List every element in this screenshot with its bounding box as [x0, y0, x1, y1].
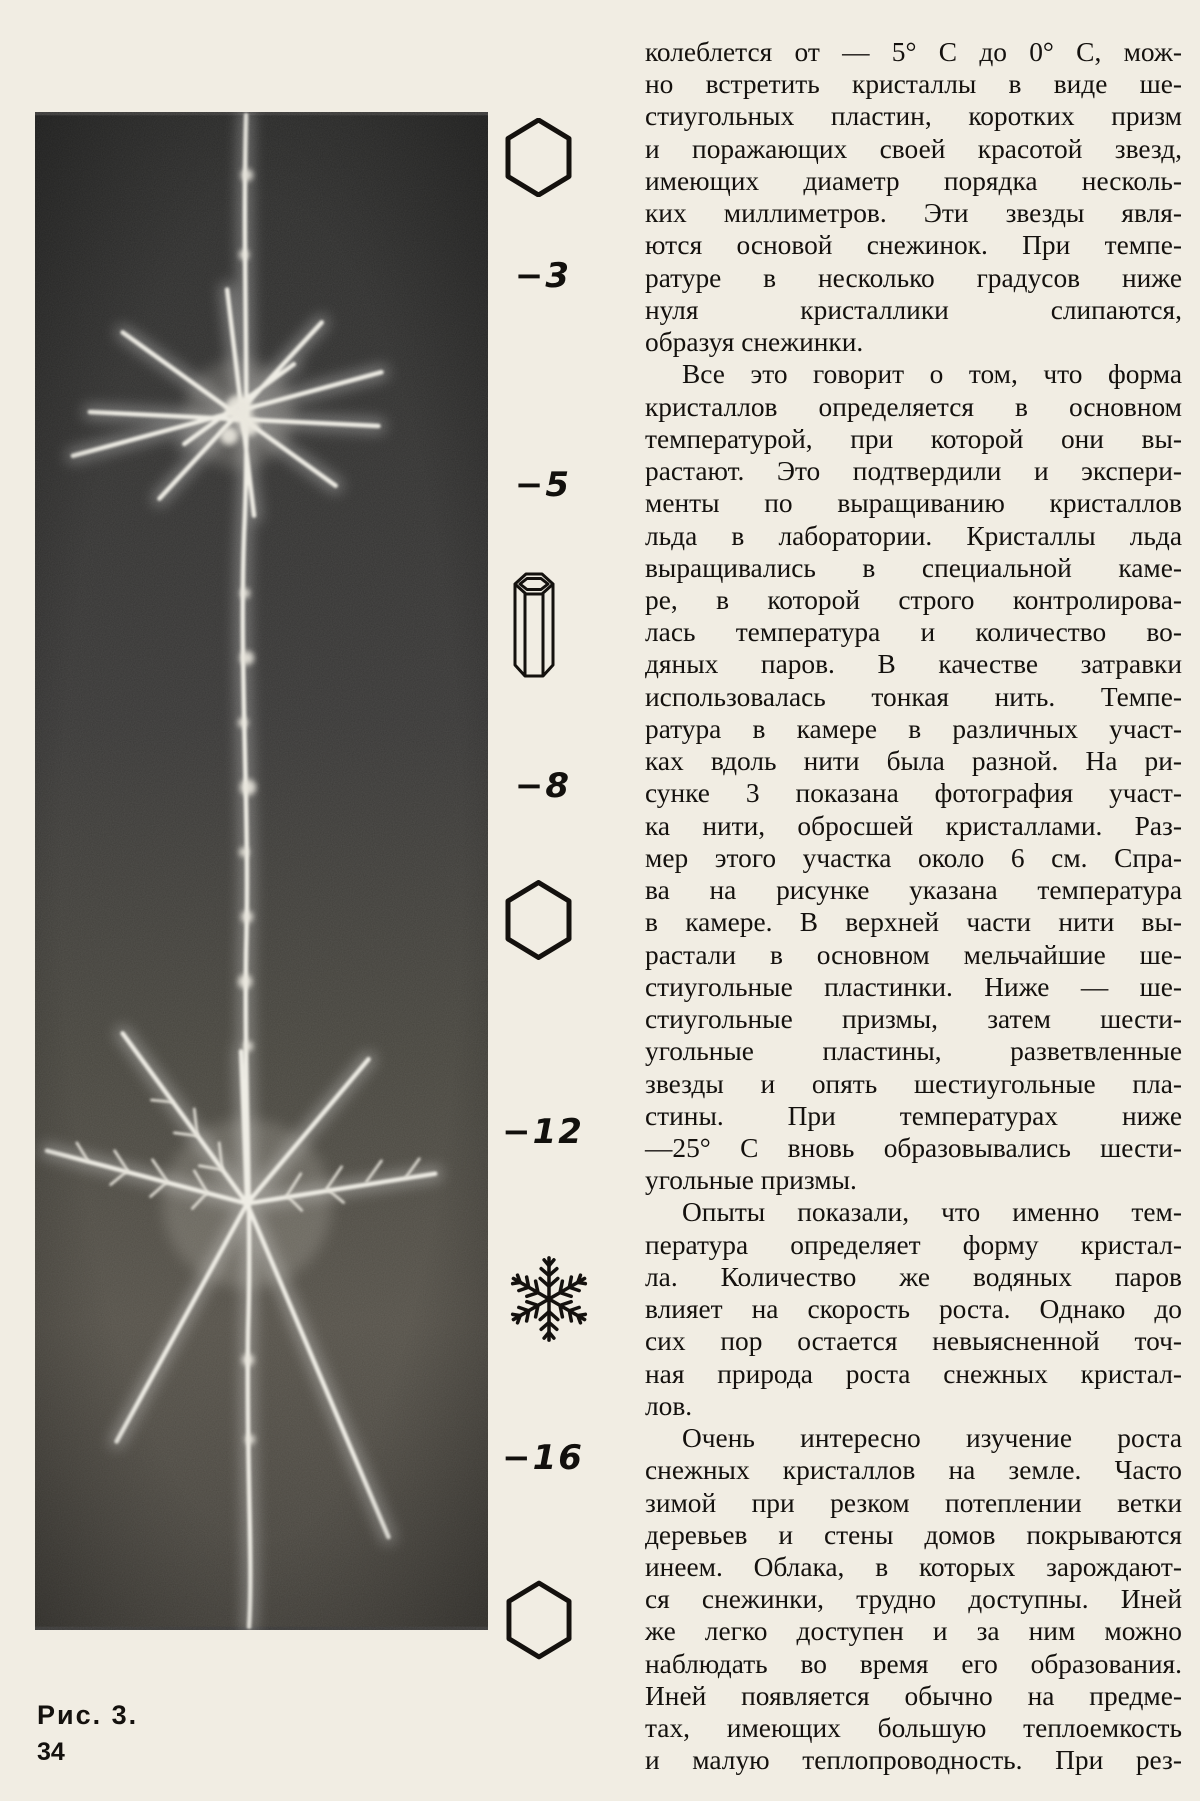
text-line: температурой, при которой они вы-: [645, 423, 1182, 454]
text-line: тах, имеющих большую теплоемкость: [645, 1713, 1182, 1744]
text-line: зимой при резком потеплении ветки: [645, 1487, 1182, 1518]
hexagonal-plate-icon: [505, 118, 572, 202]
text-line: угольные пластины, разветвленные: [645, 1036, 1182, 1067]
text-line: ла. Количество же водяных паров: [645, 1261, 1182, 1292]
text-line: ких миллиметров. Эти звезды явля-: [645, 198, 1182, 229]
text-line: Иней появляется обычно на предме-: [645, 1680, 1182, 1711]
text-line: ся снежинки, трудно доступны. Иней: [645, 1584, 1182, 1615]
text-line: наблюдать во время его образования.: [645, 1648, 1182, 1679]
text-line: ках вдоль нити была разной. На ри-: [645, 746, 1182, 777]
text-line: нуля кристаллики слипаются,: [645, 294, 1182, 325]
text-line: дяных паров. В качестве затравки: [645, 649, 1182, 680]
dendrite-snowflake-icon: [504, 1254, 594, 1349]
text-line: в камере. В верхней части нити вы-: [645, 907, 1182, 938]
text-line: —25° С вновь образовывались шести-: [645, 1132, 1182, 1163]
text-line: мер этого участка около 6 см. Спра-: [645, 842, 1182, 873]
temperature-label: −12: [502, 1112, 584, 1152]
text-line: стиугольных пластин, коротких призм: [645, 101, 1182, 132]
text-line: лась температура и количество во-: [645, 617, 1182, 648]
figure-photo: [35, 112, 488, 1630]
text-line: деревьев и стены домов покрываются: [645, 1519, 1182, 1550]
text-line: пература определяет форму кристал-: [645, 1229, 1182, 1260]
text-line: растают. Это подтвердили и экспери-: [645, 456, 1182, 487]
text-line: имеющих диаметр порядка несколь-: [645, 165, 1182, 196]
text-line: растали в основном мельчайшие ше-: [645, 939, 1182, 970]
text-line: образуя снежинки.: [645, 327, 864, 358]
text-line: ка нити, обросшей кристаллами. Раз-: [645, 810, 1182, 841]
temperature-label: −16: [502, 1438, 584, 1478]
text-line: Опыты показали, что именно тем-: [682, 1197, 1182, 1228]
text-line: колеблется от — 5° С до 0° С, мож-: [645, 37, 1182, 67]
text-line: же легко доступен и за ним можно: [645, 1616, 1182, 1647]
text-line: лов.: [645, 1390, 693, 1421]
text-line: угольные призмы.: [645, 1165, 857, 1196]
text-line: Все это говорит о том, что форма: [682, 359, 1182, 390]
text-line: но встретить кристаллы в виде ше-: [645, 69, 1182, 100]
hexagonal-plate-icon: [506, 1578, 572, 1667]
text-line: влияет на скорость роста. Однако до: [645, 1294, 1182, 1325]
text-line: сих пор остается невыясненной точ-: [645, 1326, 1182, 1357]
text-line: ва на рисунке указана температура: [645, 875, 1182, 906]
text-line: кристаллов определяется в основном: [645, 391, 1182, 422]
ice-crystal-photo-art: [35, 112, 488, 1630]
page-number: 34: [37, 1738, 65, 1766]
temperature-label: −8: [514, 766, 572, 806]
text-line: инеем. Облака, в которых зарождают-: [645, 1552, 1182, 1583]
hexagonal-prism-icon: [511, 568, 557, 691]
text-line: сунке 3 показана фотография участ-: [645, 778, 1182, 809]
text-line: менты по выращиванию кристаллов: [645, 488, 1182, 519]
text-line: звезды и опять шестиугольные пла-: [645, 1068, 1182, 1099]
text-line: ются основой снежинок. При темпе-: [645, 230, 1182, 261]
text-line: Очень интересно изучение роста: [682, 1423, 1182, 1454]
temperature-label: −3: [514, 256, 572, 296]
article-text: [645, 36, 1182, 1777]
text-line: стиугольные пластинки. Ниже — ше-: [645, 971, 1182, 1002]
temperature-label: −5: [514, 465, 572, 505]
text-line: ратуре в несколько градусов ниже: [645, 262, 1182, 293]
text-line: ре, в которой строго контролирова-: [645, 584, 1182, 615]
text-line: ная природа роста снежных кристал-: [645, 1358, 1182, 1389]
text-line: использовалась тонкая нить. Темпе-: [645, 681, 1182, 712]
text-line: стины. При температурах ниже: [645, 1100, 1182, 1131]
text-line: стиугольные призмы, затем шести-: [645, 1004, 1182, 1035]
text-line: льда в лаборатории. Кристаллы льда: [645, 520, 1182, 551]
figure-caption: Рис. 3.: [37, 1700, 139, 1730]
text-line: и поражающих своей красотой звезд,: [645, 133, 1182, 164]
text-line: снежных кристаллов на земле. Часто: [645, 1455, 1182, 1486]
text-line: и малую теплопроводность. При рез-: [645, 1745, 1182, 1776]
text-line: ратура в камере в различных участ-: [645, 713, 1182, 744]
hexagonal-plate-icon: [505, 880, 572, 965]
text-line: выращивались в специальной каме-: [645, 552, 1182, 583]
